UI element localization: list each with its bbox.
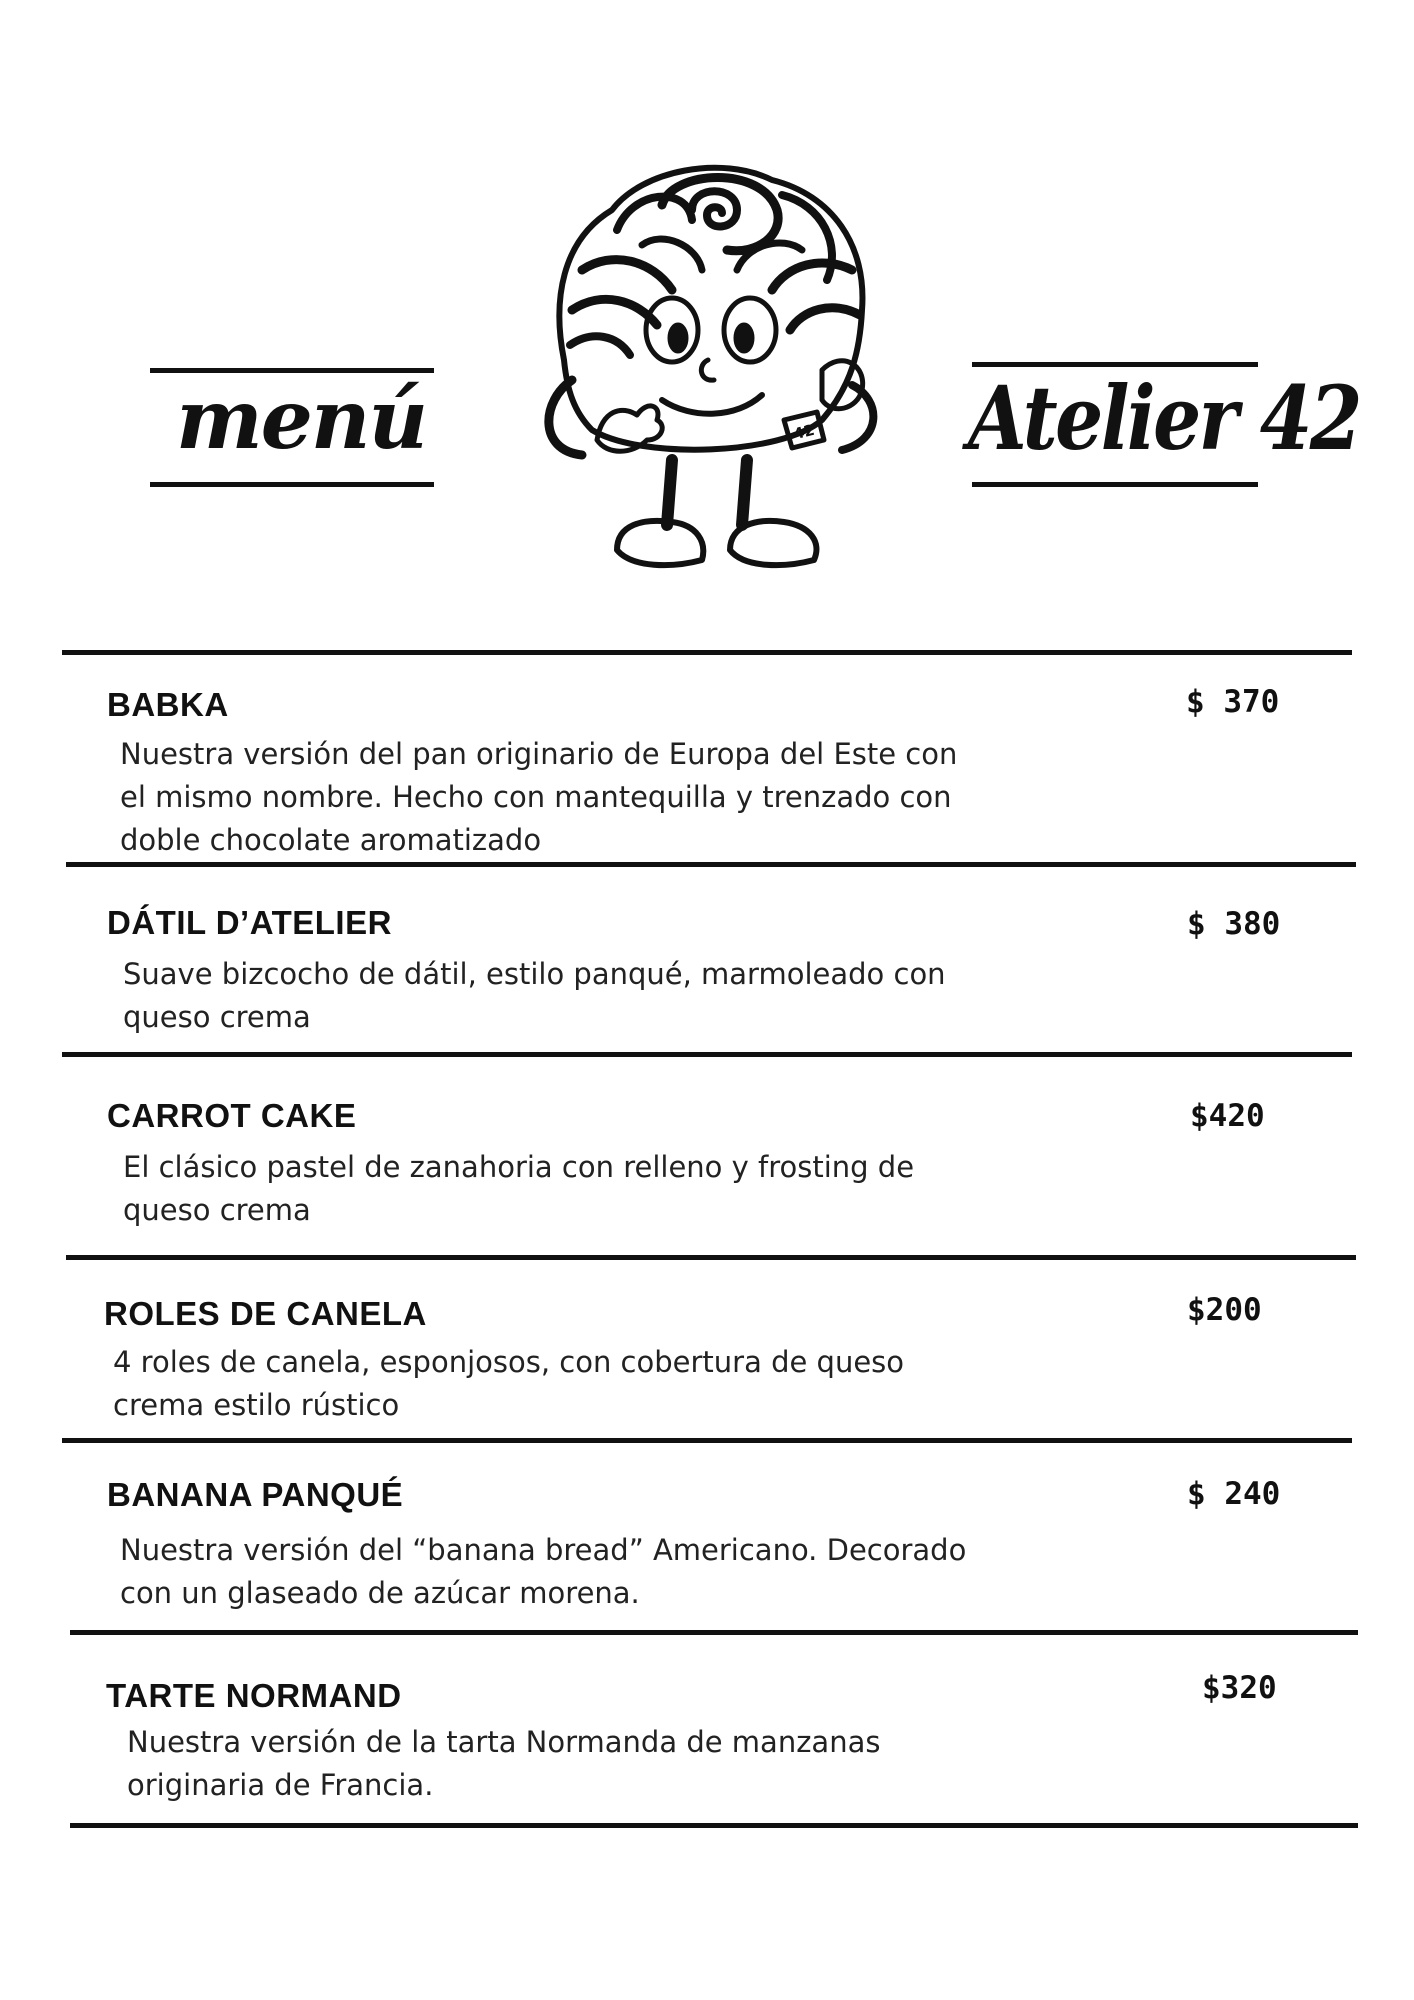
item-description: Suave bizcocho de dátil, estilo panqué, marmoleado con queso crema bbox=[123, 957, 946, 1034]
menu-title-bottom-rule bbox=[150, 482, 434, 487]
divider bbox=[70, 1630, 1358, 1635]
divider bbox=[66, 1255, 1356, 1260]
pastry-mascot-illustration bbox=[522, 150, 902, 590]
item-price: $320 bbox=[1202, 1670, 1277, 1706]
menu-title: menú bbox=[176, 372, 427, 468]
divider-top bbox=[62, 650, 1352, 655]
item-description: 4 roles de canela, esponjosos, con cobertura de queso crema estilo rústico bbox=[113, 1345, 905, 1422]
item-name: BABKA bbox=[107, 686, 229, 723]
item-price: $200 bbox=[1187, 1292, 1262, 1328]
divider bbox=[62, 1052, 1352, 1057]
item-name: ROLES DE CANELA bbox=[104, 1295, 427, 1332]
item-price: $ 380 bbox=[1187, 906, 1281, 942]
item-price: $420 bbox=[1190, 1098, 1265, 1134]
badge-number: 42 bbox=[791, 420, 817, 444]
item-name: CARROT CAKE bbox=[107, 1097, 357, 1134]
item-name: BANANA PANQUÉ bbox=[107, 1476, 404, 1513]
item-description: El clásico pastel de zanahoria con relleno y frosting de queso crema bbox=[123, 1150, 915, 1227]
divider bbox=[62, 1438, 1352, 1443]
item-name: DÁTIL D’ATELIER bbox=[107, 904, 392, 941]
divider bbox=[66, 862, 1356, 867]
brand-title: Atelier 42 bbox=[968, 366, 1360, 470]
item-price: $ 240 bbox=[1187, 1476, 1281, 1512]
item-name: TARTE NORMAND bbox=[106, 1677, 402, 1714]
item-description: Nuestra versión del pan originario de Europa del Este con el mismo nombre. Hecho con mantequilla y trenzado con doble chocolate aromatizado bbox=[120, 737, 958, 857]
divider-bottom bbox=[70, 1823, 1358, 1828]
item-description: Nuestra versión del “banana bread” Americano. Decorado con un glaseado de azúcar morena. bbox=[120, 1533, 967, 1610]
item-description: Nuestra versión de la tarta Normanda de manzanas originaria de Francia. bbox=[127, 1725, 881, 1802]
brand-title-bottom-rule bbox=[972, 482, 1258, 487]
item-price: $ 370 bbox=[1186, 684, 1280, 720]
